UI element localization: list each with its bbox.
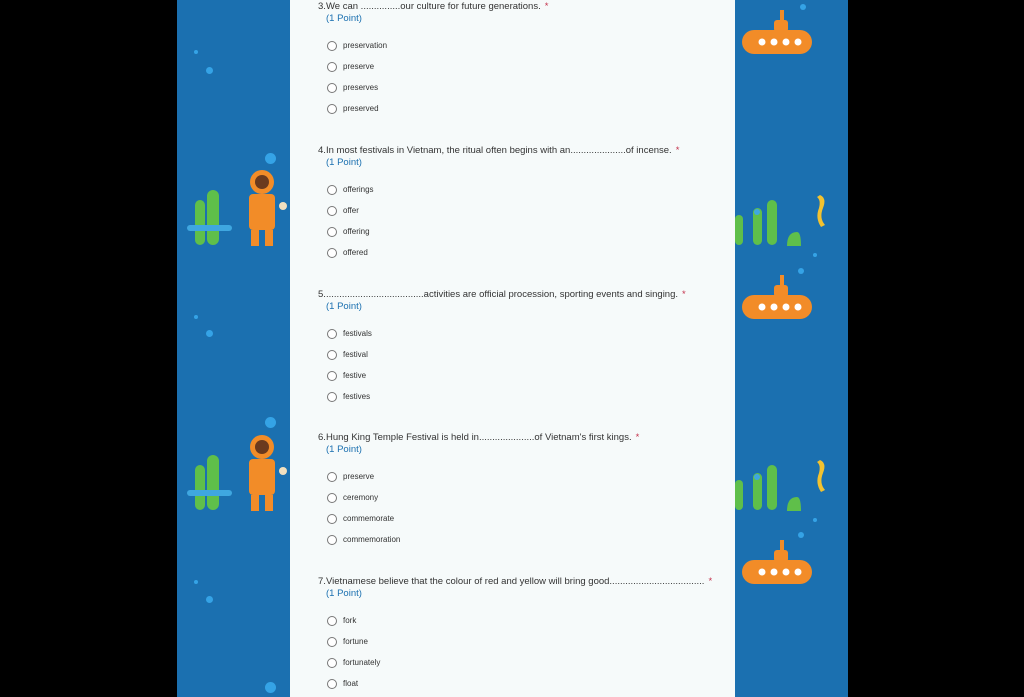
option-festive[interactable]	[327, 365, 718, 386]
bubble-icon	[798, 268, 804, 274]
radio-button[interactable]	[327, 185, 337, 195]
question-text: Vietnamese believe that the colour of red and yellow will bring good....................................	[326, 576, 705, 587]
radio-button[interactable]	[327, 616, 337, 626]
question-title	[318, 289, 718, 301]
option-preserve[interactable]	[327, 56, 718, 77]
question-number: 5.	[318, 289, 326, 300]
option-fork[interactable]	[327, 610, 718, 631]
option-ceremony[interactable]	[327, 487, 718, 508]
options-list	[318, 610, 718, 694]
radio-button[interactable]	[327, 514, 337, 524]
option-commemorate[interactable]	[327, 508, 718, 529]
diver-illustration-1	[187, 170, 287, 250]
bubble-icon	[798, 532, 804, 538]
radio-button[interactable]	[327, 83, 337, 93]
option-label: festival	[343, 350, 368, 359]
option-label: preserve	[343, 472, 375, 481]
radio-button[interactable]	[327, 350, 337, 360]
radio-button[interactable]	[327, 535, 337, 545]
question-6	[318, 432, 718, 550]
options-list	[318, 179, 718, 263]
question-points: (1 Point)	[326, 13, 362, 24]
radio-button[interactable]	[327, 248, 337, 258]
radio-button[interactable]	[327, 658, 337, 668]
option-fortune[interactable]	[327, 631, 718, 652]
radio-button[interactable]	[327, 227, 337, 237]
radio-button[interactable]	[327, 637, 337, 647]
option-label: festives	[343, 392, 371, 401]
option-label: preserve	[343, 62, 375, 71]
radio-button[interactable]	[327, 392, 337, 402]
required-marker: *	[635, 432, 640, 443]
radio-button[interactable]	[327, 472, 337, 482]
option-label: commemoration	[343, 535, 401, 544]
option-fortunately[interactable]	[327, 652, 718, 673]
option-label: preservation	[343, 41, 388, 50]
option-label: preserved	[343, 104, 379, 113]
option-label: offered	[343, 248, 368, 257]
option-label: fortunately	[343, 658, 381, 667]
bubble-icon	[265, 682, 276, 693]
option-label: fork	[343, 616, 357, 625]
question-5	[318, 289, 718, 407]
question-number: 4.	[318, 145, 326, 156]
question-number: 7.	[318, 576, 326, 587]
question-text: Hung King Temple Festival is held in.....................of Vietnam's first kings.	[326, 432, 632, 443]
question-points: (1 Point)	[326, 588, 362, 599]
radio-button[interactable]	[327, 329, 337, 339]
radio-button[interactable]	[327, 62, 337, 72]
question-text: .....................................activities are official procession, sporting events and singing.	[326, 289, 679, 300]
option-festivals[interactable]	[327, 323, 718, 344]
submarine-icon	[740, 275, 814, 321]
option-offering[interactable]	[327, 221, 718, 242]
required-marker: *	[675, 145, 680, 156]
option-label: ceremony	[343, 493, 379, 502]
options-list	[318, 35, 718, 119]
options-list	[318, 466, 718, 550]
option-preserves[interactable]	[327, 77, 718, 98]
required-marker: *	[682, 289, 686, 300]
diver-illustration-2	[187, 435, 287, 515]
question-points: (1 Point)	[326, 301, 362, 312]
options-list	[318, 323, 718, 407]
seaweed-seahorse-illustration-1	[735, 180, 840, 246]
option-preservation[interactable]	[327, 35, 718, 56]
required-marker: *	[708, 576, 713, 587]
radio-button[interactable]	[327, 679, 337, 689]
option-preserved[interactable]	[327, 98, 718, 119]
option-preserve[interactable]	[327, 466, 718, 487]
option-label: fortune	[343, 637, 368, 646]
option-label: offering	[343, 227, 370, 236]
question-number: 3.	[318, 1, 326, 12]
bubble-icon	[265, 153, 276, 164]
option-float[interactable]	[327, 673, 718, 694]
option-label: offer	[343, 206, 359, 215]
required-marker: *	[544, 1, 549, 12]
submarine-icon	[740, 10, 814, 56]
option-label: commemorate	[343, 514, 395, 523]
question-points: (1 Point)	[326, 157, 362, 168]
radio-button[interactable]	[327, 104, 337, 114]
radio-button[interactable]	[327, 371, 337, 381]
option-commemoration[interactable]	[327, 529, 718, 550]
bubble-icon	[194, 50, 198, 54]
bubble-icon	[206, 67, 213, 74]
option-label: festive	[343, 371, 367, 380]
question-text: We can ...............our culture for future generations.	[326, 1, 541, 12]
bubble-icon	[813, 253, 817, 257]
question-number: 6.	[318, 432, 326, 443]
submarine-icon	[740, 540, 814, 586]
question-4	[318, 145, 718, 263]
question-title	[318, 145, 718, 157]
bubble-icon	[194, 315, 198, 319]
option-label: festivals	[343, 329, 372, 338]
seaweed-seahorse-illustration-2	[735, 445, 840, 511]
question-points: (1 Point)	[326, 444, 362, 455]
bubble-icon	[206, 596, 213, 603]
option-label: float	[343, 679, 359, 688]
option-label: offerings	[343, 185, 374, 194]
option-festives[interactable]	[327, 386, 718, 407]
option-offerings[interactable]	[327, 179, 718, 200]
option-label: preserves	[343, 83, 379, 92]
radio-button[interactable]	[327, 206, 337, 216]
question-7	[318, 576, 718, 694]
bubble-icon	[813, 518, 817, 522]
bubble-icon	[194, 580, 198, 584]
bubble-icon	[800, 4, 806, 10]
bubble-icon	[206, 330, 213, 337]
question-title	[318, 1, 718, 13]
bubble-icon	[265, 417, 276, 428]
option-festival[interactable]	[327, 344, 718, 365]
question-title	[318, 432, 718, 444]
radio-button[interactable]	[327, 493, 337, 503]
question-text: In most festivals in Vietnam, the ritual often begins with an.....................of incense.	[326, 145, 672, 156]
question-title	[318, 576, 718, 588]
option-offered[interactable]	[327, 242, 718, 263]
question-3	[318, 1, 718, 119]
option-offer[interactable]	[327, 200, 718, 221]
radio-button[interactable]	[327, 41, 337, 51]
